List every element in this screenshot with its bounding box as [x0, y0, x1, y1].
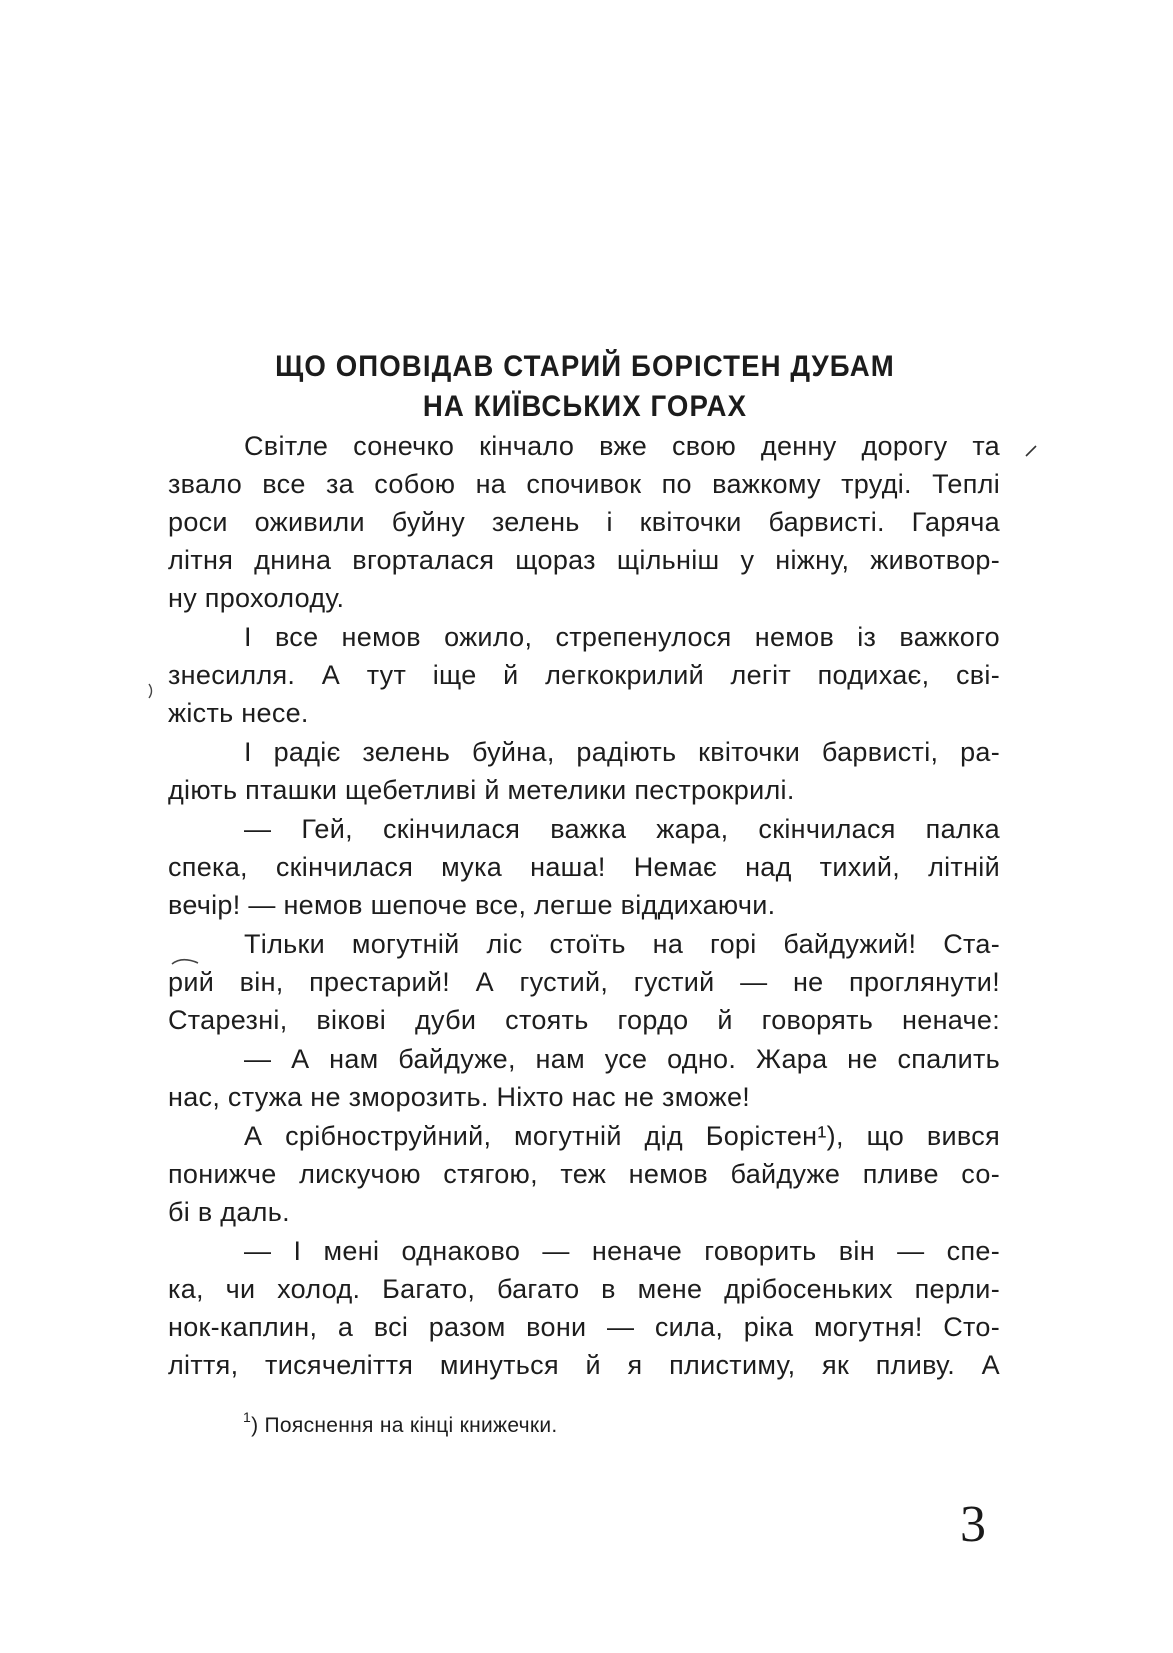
ink-speck — [1024, 444, 1038, 458]
text-line-9: І радіє зелень буйна, радіють квіточки барвисті, ра- — [244, 737, 1000, 767]
text-line-18: нас, стужа не зморозить. Ніхто нас не зможе! — [168, 1082, 751, 1112]
text-line-4: літня днина вгорталася щораз щільніш у ніжну, животвор- — [168, 545, 1000, 575]
text-line-15: рий він, престарий! А густий, густий — не проглянути! — [168, 967, 1000, 997]
footnote-marker: 1 — [243, 1409, 252, 1425]
footnote-text: ) Пояснення на кінці книжечки. — [251, 1414, 558, 1437]
margin-mark — [146, 682, 156, 700]
text-line-21: бі в даль. — [168, 1197, 290, 1227]
text-line-23: ка, чи холод. Багато, багато в мене дрібосеньких перли- — [168, 1274, 1000, 1304]
text-line-3: роси оживили буйну зелень і квіточки барвисті. Гаряча — [168, 507, 1000, 537]
text-line-25: ліття, тисячеліття минуться й я плистиму, як пливу. А — [168, 1350, 1000, 1380]
footnote — [243, 1409, 558, 1440]
text-line-5: ну прохолоду. — [168, 583, 345, 613]
text-line-2: звало все за собою на спочивок по важкому труді. Теплі — [168, 469, 1000, 499]
text-line-17: — А нам байдуже, нам усе одно. Жара не спалить — [244, 1044, 1000, 1074]
text-line-14: Тільки могутній ліс стоїть на горі байдужий! Ста- — [244, 929, 1000, 959]
text-line-10: діють пташки щебетливі й метелики пестрокрилі. — [168, 775, 795, 805]
chapter-title-line-1: ЩО ОПОВІДАВ СТАРИЙ БОРІСТЕН ДУБАМ — [275, 350, 895, 383]
text-line-16: Старезні, вікові дуби стоять гордо й говорять неначе: — [168, 1005, 1000, 1035]
margin-mark — [170, 955, 200, 967]
chapter-title-line-2: НА КИЇВСЬКИХ ГОРАХ — [422, 390, 748, 423]
text-line-8: жість несе. — [168, 698, 309, 728]
text-line-24: нок-каплин, а всі разом вони — сила, ріка могутня! Сто- — [168, 1312, 1000, 1342]
text-line-1: Світле сонечко кінчало вже свою денну дорогу та — [244, 431, 1000, 461]
text-line-19: А срібноструйний, могутній дід Борістен¹), що вився — [244, 1121, 1000, 1151]
text-line-13: вечір! — немов шепоче все, легше віддихаючи. — [168, 890, 776, 920]
text-line-22: — І мені однаково — неначе говорить він — спе- — [244, 1236, 1000, 1266]
text-line-6: І все немов ожило, стрепенулося немов із важкого — [244, 622, 1000, 652]
text-line-7: знесилля. А тут іще й легкокрилий легіт подихає, сві- — [168, 660, 1000, 690]
text-line-20: понижче лискучою стягою, теж немов байдуже пливе со- — [168, 1159, 1000, 1189]
text-line-11: — Гей, скінчилася важка жара, скінчилася палка — [244, 814, 1000, 844]
text-line-12: спека, скінчилася мука наша! Немає над тихий, літній — [168, 852, 1000, 882]
page-number: 3 — [960, 1496, 986, 1553]
